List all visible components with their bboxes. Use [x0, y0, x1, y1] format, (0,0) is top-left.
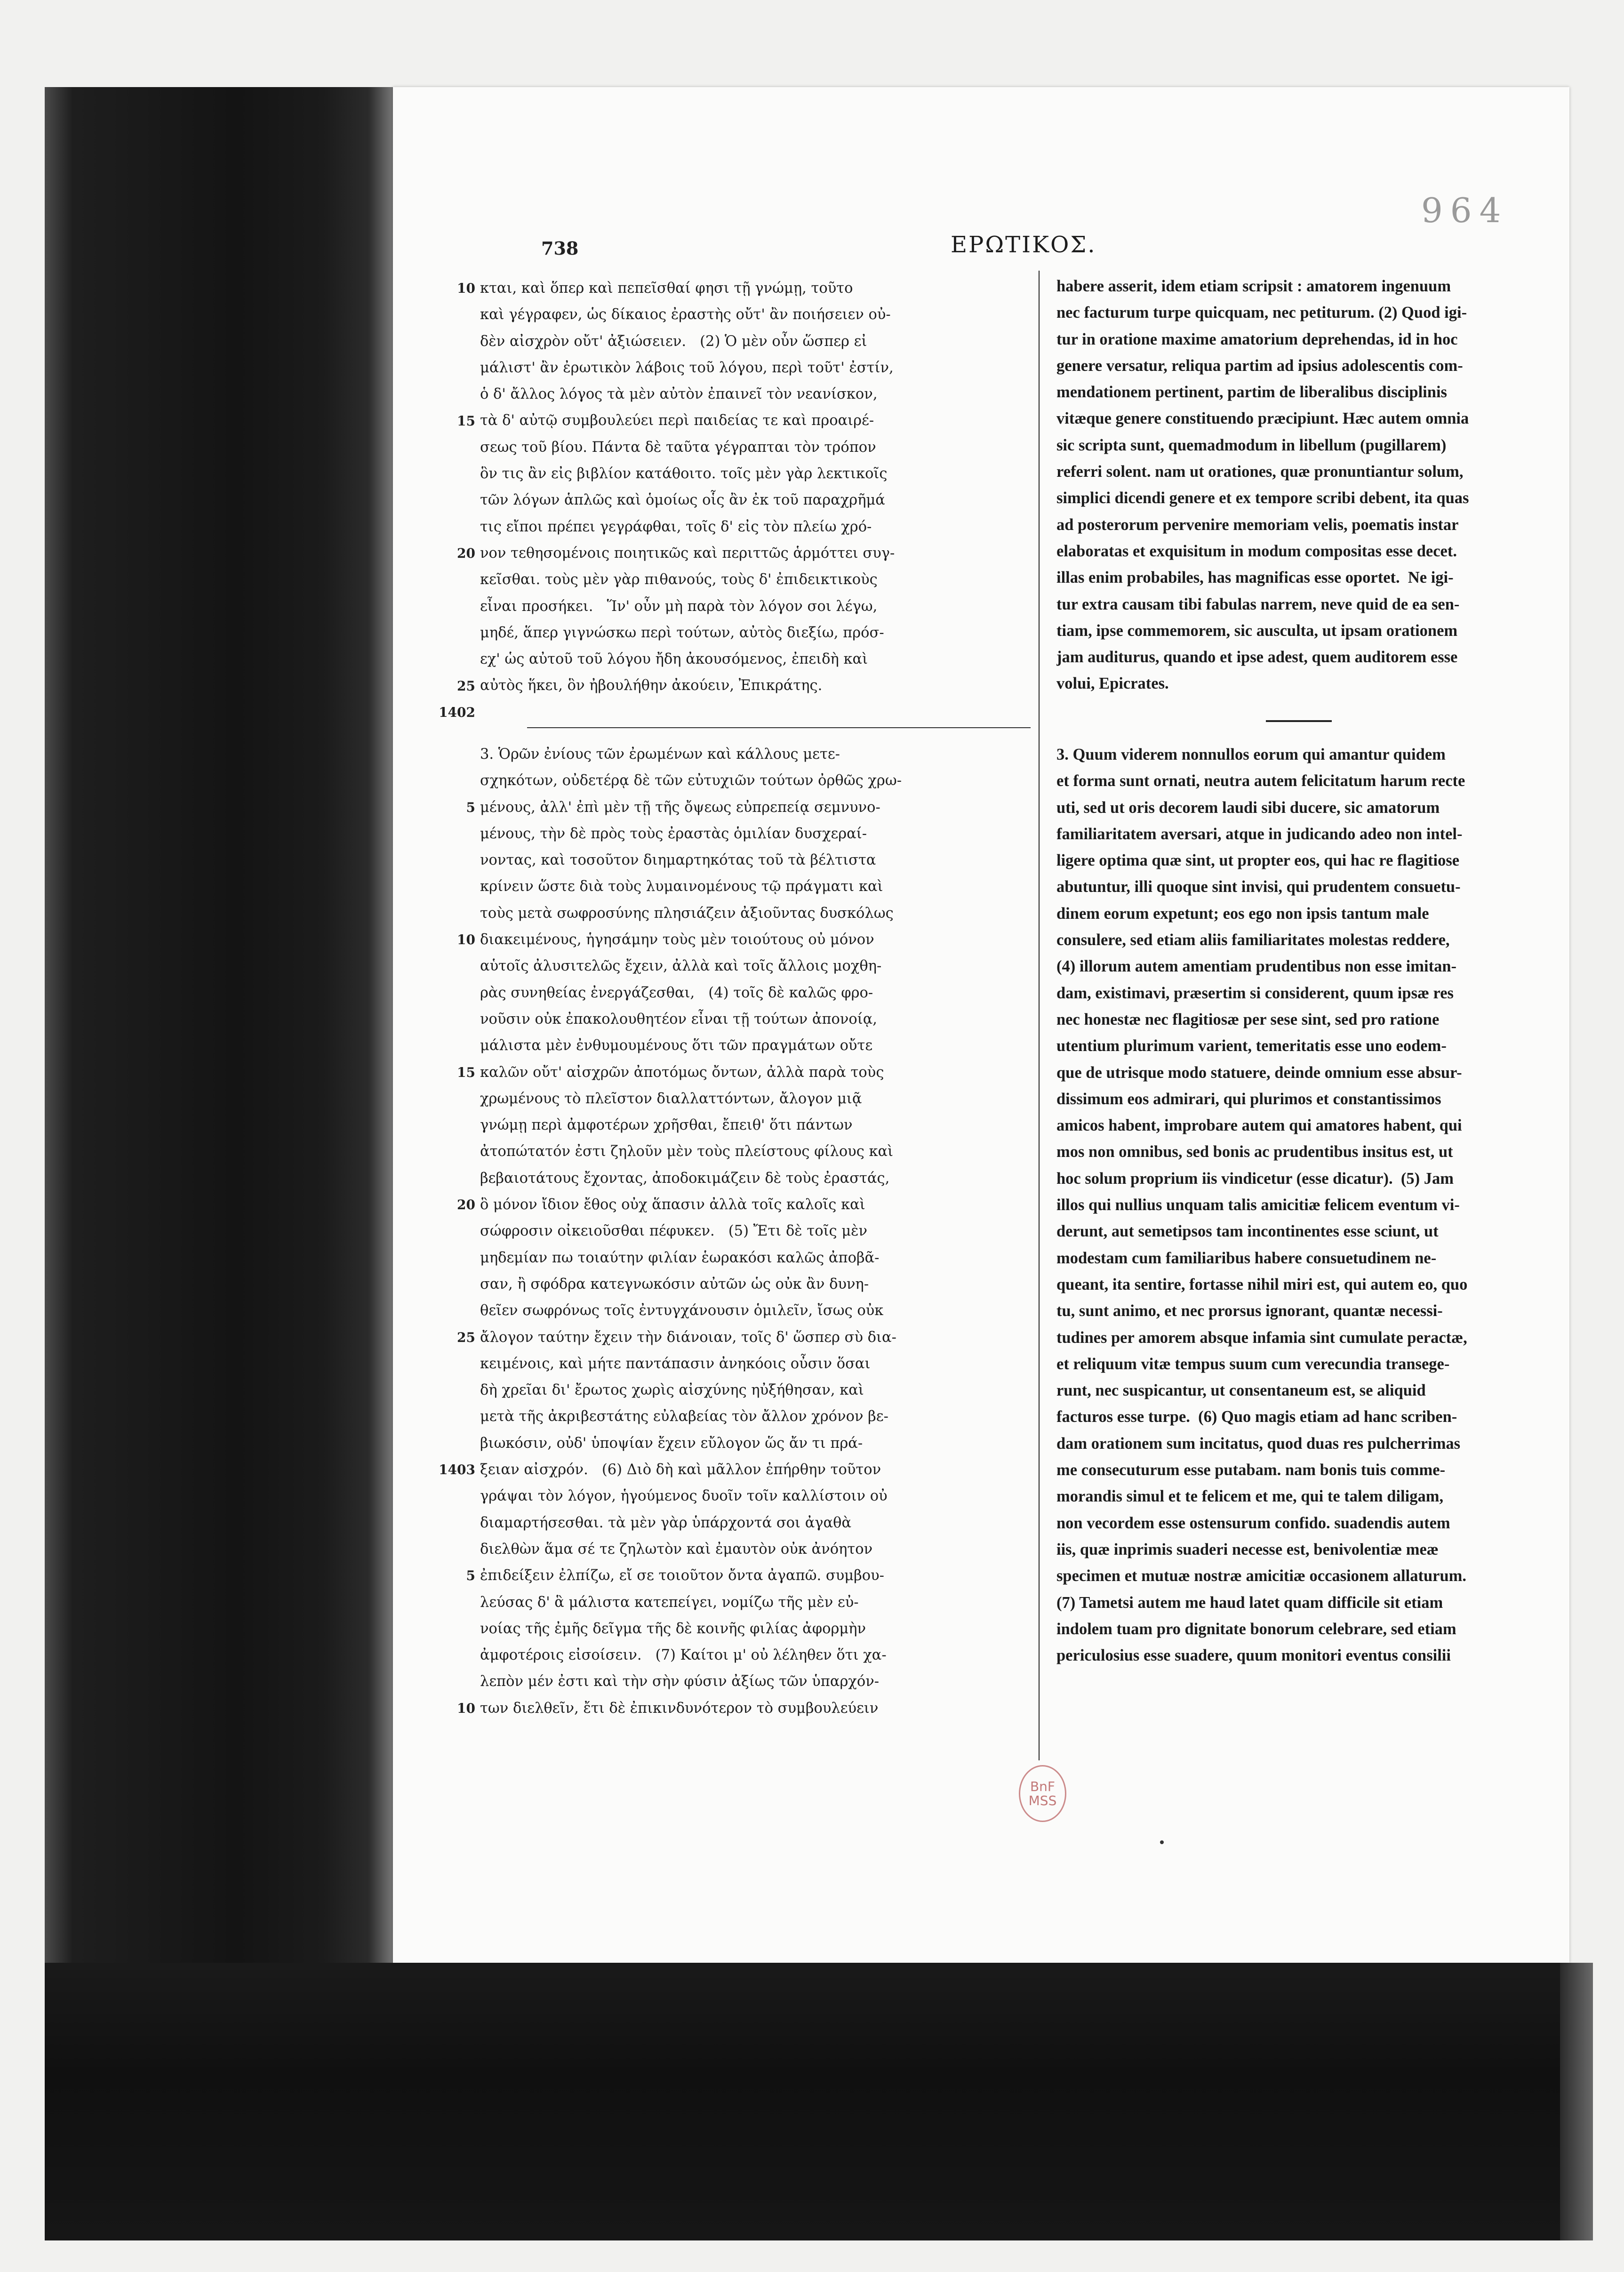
latin-text-section-1	[1056, 273, 1555, 697]
text-line: καλῶν οὔτ' αἰσχρῶν ἀποτόμως ὄντων, ἀλλὰ παρὰ τοὺς	[480, 1064, 884, 1081]
text-line: ad posterorum pervenire memoriam velis, poematis instar	[1056, 515, 1459, 534]
text-line: ὃ μόνον ἴδιον ἔθος οὐχ ἅπασιν ἀλλὰ τοῖς καλοῖς καὶ	[480, 1196, 865, 1213]
text-line: familiaritatem aversari, atque in judicando adeo non intel-	[1056, 825, 1463, 843]
text-line: et forma sunt ornati, neutra autem felicitatum harum recte	[1056, 772, 1465, 790]
text-line: αὐτὸς ἥκει, ὃν ἠβουλήθην ἀκούειν, Ἐπικράτης.	[480, 677, 823, 694]
text-line: των διελθεῖν, ἔτι δὲ ἐπικινδυνότερον τὸ συμβουλεύειν	[480, 1700, 879, 1717]
stamp-number: 964	[1421, 191, 1509, 230]
text-line: (7) Tametsi autem me haud latet quam difficile sit etiam	[1056, 1593, 1443, 1612]
line-number: 25	[457, 1329, 475, 1345]
text-line: mendationem pertinent, partim de liberalibus disciplinis	[1056, 383, 1447, 401]
text-line: μηδέ, ἅπερ γιγνώσκω περὶ τούτων, αὐτὸς διεξίω, πρόσ-	[480, 624, 884, 641]
text-line: tur extra causam tibi fabulas narrem, neve quid de ea sen-	[1056, 595, 1460, 613]
text-line: σαν, ἢ σφόδρα κατεγνωκόσιν αὐτῶν ὡς οὐκ ἂν δυνη-	[480, 1276, 869, 1293]
text-line: specimen et mutuæ nostræ amicitiæ occasionem allaturum.	[1056, 1567, 1467, 1585]
text-line: μάλιστ' ἂν ἐρωτικὸν λάβοις τοῦ λόγου, περὶ τοῦτ' ἐστίν,	[480, 359, 894, 376]
text-line: ἀτοπώτατόν ἐστι ζηλοῦν μὲν τοὺς πλείστους φίλους καὶ	[480, 1143, 894, 1160]
line-number: 1402	[439, 704, 475, 720]
text-line: εἶναι προσήκει. Ἵν' οὖν μὴ παρὰ τὸν λόγον σοι λέγω,	[480, 598, 878, 615]
text-line: ἄλογον ταύτην ἔχειν τὴν διάνοιαν, τοῖς δ' ὥσπερ σὺ δια-	[480, 1329, 896, 1346]
text-line: δὴ χρεῖαι δι' ἔρωτος χωρὶς αἰσχύνης ηὐξήθησαν, καὶ	[480, 1382, 864, 1399]
text-line: nec honestæ nec flagitiosæ per sese sint, sed pro ratione	[1056, 1010, 1440, 1028]
page-number: 738	[541, 238, 579, 259]
text-line: consulere, sed etiam aliis familiaritates molestas reddere,	[1056, 931, 1450, 949]
text-line: σώφροσιν οἰκειοῦσθαι πέφυκεν. (5) Ἔτι δὲ τοῖς μὲν	[480, 1223, 868, 1240]
text-line: μετὰ τῆς ἀκριβεστάτης εὐλαβείας τὸν ἄλλον χρόνον βε-	[480, 1408, 888, 1425]
text-line: ὃν τις ἂν εἰς βιβλίον κατάθοιτο. τοῖς μὲν γὰρ λεκτικοῖς	[480, 466, 888, 482]
text-line: ξειαν αἰσχρόν. (6) Διὸ δὴ καὶ μᾶλλον ἐπήρθην τοῦτον	[480, 1461, 881, 1478]
text-line: simplici dicendi genere et ex tempore scribi debent, ita quas	[1056, 489, 1469, 507]
ink-dot	[1160, 1840, 1164, 1844]
text-line: elaboratas et exquisitum in modum compositas esse decet.	[1056, 542, 1457, 560]
text-line: δὲν αἰσχρὸν οὔτ' ἀξιώσειεν. (2) Ὁ μὲν οὖν ὥσπερ εἰ	[480, 333, 867, 350]
text-line: γνώμῃ περὶ ἀμφοτέρων χρῆσθαι, ἔπειθ' ὅτι πάντων	[480, 1117, 853, 1134]
text-line: σεως τοῦ βίου. Πάντα δὲ ταῦτα γέγραπται τὸν τρόπον	[480, 439, 876, 456]
text-line: runt, nec suspicantur, ut consentaneum est, se aliquid	[1056, 1381, 1426, 1400]
line-number: 15	[457, 1064, 475, 1080]
latin-text-section-2	[1056, 741, 1555, 1669]
column-divider	[1039, 271, 1040, 1760]
text-line: dam, existimavi, præsertim si considerent, quum ipsæ res	[1056, 984, 1454, 1002]
text-line: 3. Ὁρῶν ἐνίους τῶν ἐρωμένων καὶ κάλλους μετε-	[480, 746, 840, 763]
text-line: (4) illorum autem amentiam prudentibus non esse imitan-	[1056, 957, 1457, 976]
text-line: dinem eorum expetunt; eos ego non ipsis tantum male	[1056, 904, 1429, 923]
text-line: τοὺς μετὰ σωφροσύνης πλησιάζειν ἀξιοῦντας δυσκόλως	[480, 905, 894, 922]
line-number: 10	[457, 1700, 475, 1716]
greek-section-separator	[527, 727, 1031, 728]
text-line: ligere optima quæ sint, ut propter eos, qui hac re flagitiose	[1056, 851, 1460, 870]
text-line: indolem tuam pro dignitate bonorum celebrare, sed etiam	[1056, 1620, 1456, 1638]
library-stamp-text: BnF MSS	[1028, 1778, 1057, 1808]
text-line: abutuntur, illi quoque sint invisi, qui prudentem consuetu-	[1056, 878, 1461, 896]
text-line: σχηκότων, οὐδετέρᾳ δὲ τῶν εὐτυχιῶν τούτων ὀρθῶς χρω-	[480, 772, 902, 789]
text-line: hoc solum proprium iis vindicetur (esse dicatur). (5) Jam	[1056, 1169, 1454, 1188]
text-line: κειμένοις, καὶ μήτε παντάπασιν ἀνηκόοις οὖσιν ὅσαι	[480, 1355, 871, 1372]
text-line: tur in oratione maxime amatorium deprehendas, id in hoc	[1056, 330, 1458, 348]
running-title: ΕΡΩΤΙΚΟΣ.	[951, 232, 1096, 258]
text-line: βεβαιοτάτους ἔχοντας, ἀποδοκιμάζειν δὲ τοὺς ἐραστάς,	[480, 1170, 890, 1187]
line-number: 1403	[439, 1462, 475, 1478]
text-line: uti, sed ut oris decorem laudi sibi ducere, sic amatorum	[1056, 798, 1440, 817]
text-line: illos qui nullius unquam talis amicitiæ felicem eventum vi-	[1056, 1196, 1460, 1214]
text-line: λεπὸν μέν ἐστι καὶ τὴν σὴν φύσιν ἀξίως τῶν ὑπαρχόν-	[480, 1673, 880, 1690]
text-line: tiam, ipse commemorem, sic ausculta, ut ipsam orationem	[1056, 621, 1458, 640]
text-line: sic scripta sunt, quemadmodum in libellum (pugillarem)	[1056, 436, 1447, 454]
text-line: μένους, ἀλλ' ἐπὶ μὲν τῇ τῆς ὄψεως εὐπρεπείᾳ σεμνυνο-	[480, 799, 880, 816]
text-line: κεῖσθαι. τοὺς μὲν γὰρ πιθανούς, τοὺς δ' ἐπιδεικτικοὺς	[480, 571, 878, 588]
line-number: 10	[457, 932, 475, 948]
text-line: τὰ δ' αὐτῷ συμβουλεύει περὶ παιδείας τε καὶ προαιρέ-	[480, 412, 874, 429]
greek-text-section-2	[480, 741, 1026, 1722]
text-line: jam auditurus, quando et ipse adest, quem auditorem esse	[1056, 648, 1458, 666]
text-line: χρωμένους τὸ πλεῖστον διαλλαττόντων, ἄλογον μιᾷ	[480, 1090, 862, 1107]
text-line: διακειμένους, ἡγησάμην τοὺς μὲν τοιούτους οὐ μόνον	[480, 931, 874, 948]
text-line: iis, quæ inprimis suaderi necesse est, benivolentiæ meæ	[1056, 1540, 1439, 1558]
text-line: γράψαι τὸν λόγον, ἡγούμενος δυοῖν τοῖν καλλίστοιν οὐ	[480, 1488, 888, 1505]
text-line: νον τεθησομένοις ποιητικῶς καὶ περιττῶς ἁρμόττει συγ-	[480, 545, 895, 562]
text-line: mos non omnibus, sed bonis ac prudentibus insitus est, ut	[1056, 1143, 1453, 1161]
text-line: referri solent. nam ut orationes, quæ pronuntiantur solum,	[1056, 463, 1464, 481]
text-line: vitæque genere constituendo præcipiunt. Hæc autem omnia	[1056, 409, 1469, 428]
text-line: modestam cum familiaribus habere consuetudinem ne-	[1056, 1249, 1437, 1267]
text-line: queant, ita sentire, fortasse nihil miri est, qui autem eo, quo	[1056, 1275, 1468, 1293]
text-line: μηδεμίαν πω τοιαύτην φιλίαν ἑωρακόσι καλῶς ἀποβᾶ-	[480, 1249, 880, 1266]
text-line: θεῖεν σωφρόνως τοῖς ἐντυγχάνουσιν ὁμιλεῖν, ἴσως οὐκ	[480, 1302, 884, 1319]
text-line: me consecuturum esse putabam. nam bonis tuis comme-	[1056, 1461, 1446, 1479]
text-line: καὶ γέγραφεν, ὡς δίκαιος ἐραστὴς οὔτ' ἂν ποιήσειεν οὐ-	[480, 306, 891, 323]
line-number: 5	[466, 1568, 475, 1584]
latin-section-separator	[1266, 720, 1332, 722]
line-number: 5	[466, 799, 475, 815]
text-line: genere versatur, reliqua partim ad ipsius adolescentis com-	[1056, 356, 1463, 375]
text-line: habere asserit, idem etiam scripsit : amatorem ingenuum	[1056, 277, 1451, 295]
text-line: tudines per amorem absque infamia sint cumulate peractæ,	[1056, 1328, 1467, 1347]
text-line: ἐπιδείξειν ἐλπίζω, εἴ σε τοιοῦτον ὄντα ἀγαπῶ. συμβου-	[480, 1567, 884, 1584]
library-stamp	[1019, 1765, 1066, 1822]
text-line: que de utrisque modo statuere, deinde omnium esse absur-	[1056, 1063, 1462, 1082]
text-line: periculosius esse suadere, quum monitori eventus consilii	[1056, 1646, 1451, 1665]
film-border-bottom	[45, 1963, 1593, 2240]
line-number: 10	[457, 281, 475, 296]
text-line: τις εἴποι πρέπει γεγράφθαι, τοῖς δ' εἰς τὸν πλείω χρό-	[480, 518, 872, 535]
text-line: διελθὼν ἅμα σέ τε ζηλωτὸν καὶ ἐμαυτὸν οὐκ ἀνόητον	[480, 1541, 873, 1557]
text-line: τῶν λόγων ἁπλῶς καὶ ὁμοίως οἷς ἂν ἐκ τοῦ παραχρῆμά	[480, 492, 885, 509]
text-line: utentium plurimum varient, temeritatis esse uno eodem-	[1056, 1037, 1447, 1055]
text-line: derunt, aut semetipsos tam incontinentes esse sciunt, ut	[1056, 1222, 1439, 1241]
text-line: dam orationem sum incitatus, quod duas res pulcherrimas	[1056, 1434, 1461, 1453]
text-line: διαμαρτήσεσθαι. τὰ μὲν γὰρ ὑπάρχοντά σοι ἀγαθὰ	[480, 1514, 852, 1531]
line-number: 25	[457, 678, 475, 694]
line-number: 15	[457, 413, 475, 429]
text-line: dissimum eos admirari, qui plurimos et constantissimos	[1056, 1090, 1441, 1108]
text-line: μένους, τὴν δὲ πρὸς τοὺς ἐραστὰς ὁμιλίαν δυσχεραί-	[480, 825, 867, 842]
greek-text-section-1	[480, 275, 1026, 699]
film-border-left	[45, 87, 393, 2055]
text-line: κται, καὶ ὅπερ καὶ πεπεῖσθαί φησι τῇ γνώμῃ, τοῦτο	[480, 280, 853, 297]
text-line: βιωκόσιν, οὐδ' ὑποψίαν ἔχειν εὔλογον ὥς ἄν τι πρά-	[480, 1435, 863, 1452]
text-line: ρὰς συνηθείας ἐνεργάζεσθαι, (4) τοῖς δὲ καλῶς φρο-	[480, 984, 873, 1001]
text-line: ὁ δ' ἄλλος λόγος τὰ μὲν αὐτὸν ἐπαινεῖ τὸν νεανίσκον,	[480, 386, 878, 403]
text-line: non vecordem esse ostensurum confido. suadendis autem	[1056, 1514, 1450, 1532]
text-line: illas enim probabiles, has magnificas esse oportet. Ne igi-	[1056, 569, 1454, 587]
text-line: μάλιστα μὲν ἐνθυμουμένους ὅτι τῶν πραγμάτων οὔτε	[480, 1037, 873, 1054]
text-line: morandis simul et te felicem et me, qui te talem diligam,	[1056, 1487, 1444, 1506]
text-line: et reliquum vitæ tempus suum cum verecundia transege-	[1056, 1355, 1450, 1373]
text-line: ἀμφοτέροις εἰσοίσειν. (7) Καίτοι μ' οὐ λέληθεν ὅτι χα-	[480, 1647, 887, 1664]
text-line: εχ' ὡς αὐτοῦ τοῦ λόγου ἤδη ἀκουσόμενος, ἐπειδὴ καὶ	[480, 651, 868, 668]
line-number: 20	[457, 1197, 475, 1213]
text-line: facturos esse turpe. (6) Quo magis etiam ad hanc scriben-	[1056, 1408, 1457, 1426]
text-line: 3. Quum viderem nonnullos eorum qui amantur quidem	[1056, 746, 1446, 763]
text-line: αὑτοῖς ἀλυσιτελῶς ἔχειν, ἀλλὰ καὶ τοῖς ἄλλοις μοχθη-	[480, 958, 882, 975]
text-line: volui, Epicrates.	[1056, 674, 1169, 693]
text-line: tu, sunt animo, et nec prorsus ignorant, quantæ necessi-	[1056, 1302, 1443, 1320]
text-line: νοίας τῆς ἐμῆς δεῖγμα τῆς δὲ κοινῆς φιλίας ἀφορμὴν	[480, 1620, 866, 1637]
text-line: νοῦσιν οὐκ ἐπακολουθητέον εἶναι τῇ τούτων ἀπονοίᾳ,	[480, 1011, 878, 1028]
line-number: 20	[457, 546, 475, 561]
text-line: λεύσας δ' ἃ μάλιστα κατεπείγει, νομίζω τῆς μὲν εὐ-	[480, 1594, 859, 1611]
text-line: amicos habent, improbare autem qui amatores habent, qui	[1056, 1116, 1462, 1135]
text-line: nec facturum turpe quicquam, nec petiturum. (2) Quod igi-	[1056, 304, 1467, 322]
text-line: νοντας, καὶ τοσοῦτον διημαρτηκότας τοῦ τὰ βέλτιστα	[480, 852, 876, 869]
text-line: κρίνειν ὥστε διὰ τοὺς λυμαινομένους τῷ πράγματι καὶ	[480, 878, 883, 895]
